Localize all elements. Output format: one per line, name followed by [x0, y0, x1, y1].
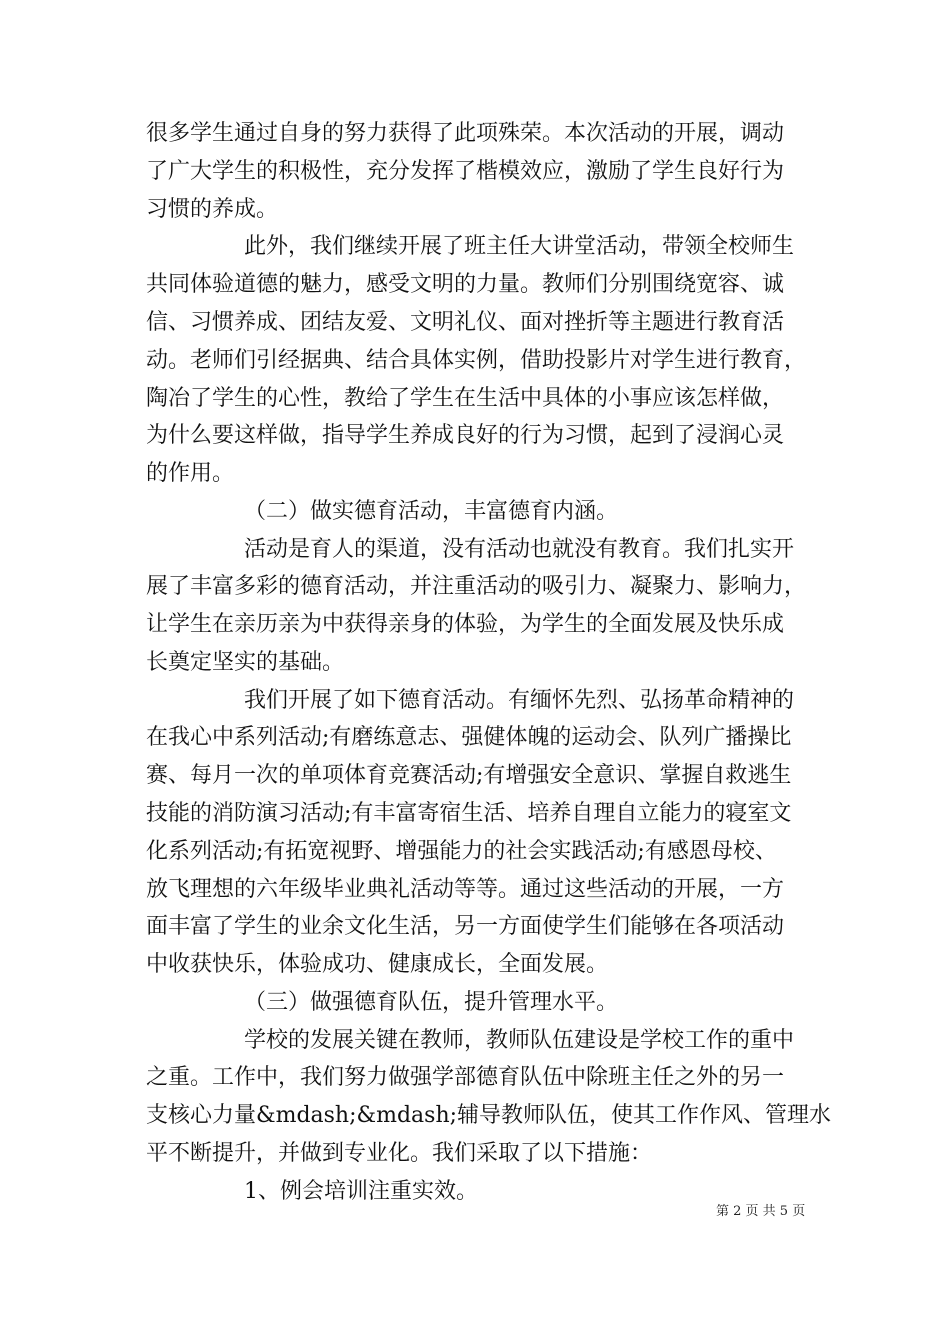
text-line: 信、习惯养成、团结友爱、文明礼仪、面对挫折等主题进行教育活 — [146, 310, 785, 335]
text-line: 为什么要这样做，指导学生养成良好的行为习惯，起到了浸润心灵 — [146, 423, 785, 448]
text-line: 长奠定坚实的基础。 — [146, 650, 345, 675]
text-line: 在我心中系列活动;有磨练意志、强健体魄的运动会、队列广播操比 — [146, 725, 792, 750]
paragraph-first-line: 我们开展了如下德育活动。有缅怀先烈、弘扬革命精神的 — [244, 688, 795, 713]
text-line: 展了丰富多彩的德育活动，并注重活动的吸引力、凝聚力、影响力， — [146, 574, 807, 599]
text-line: 支核心力量&mdash;&mdash;辅导教师队伍，使其工作作风、管理水 — [146, 1103, 832, 1128]
text-line: 的作用。 — [146, 461, 235, 486]
section-heading: （二）做实德育活动，丰富德育内涵。 — [244, 499, 619, 524]
paragraph-first-line: 此外，我们继续开展了班主任大讲堂活动，带领全校师生 — [244, 234, 795, 259]
text-line: 共同体验道德的魅力，感受文明的力量。教师们分别围绕宽容、诚 — [146, 272, 785, 297]
paragraph-first-line: 活动是育人的渠道，没有活动也就没有教育。我们扎实开 — [244, 537, 795, 562]
text-line: 化系列活动;有拓宽视野、增强能力的社会实践活动;有感恩母校、 — [146, 839, 777, 864]
section-heading: （三）做强德育队伍，提升管理水平。 — [244, 990, 619, 1015]
list-item: 1、例会培训注重实效。 — [244, 1179, 478, 1204]
paragraph-first-line: 学校的发展关键在教师，教师队伍建设是学校工作的重中 — [244, 1028, 795, 1053]
page-number: 第 2 页 共 5 页 — [716, 1204, 806, 1219]
text-line: 动。老师们引经据典、结合具体实例，借助投影片对学生进行教育， — [146, 348, 807, 373]
text-line: 中收获快乐，体验成功、健康成长，全面发展。 — [146, 952, 609, 977]
text-line: 技能的消防演习活动;有丰富寄宿生活、培养自理自立能力的寝室文 — [146, 801, 792, 826]
text-line: 习惯的养成。 — [146, 197, 279, 222]
text-line: 陶冶了学生的心性，教给了学生在生活中具体的小事应该怎样做， — [146, 386, 785, 411]
text-line: 了广大学生的积极性，充分发挥了楷模效应，激励了学生良好行为 — [146, 159, 785, 184]
text-line: 面丰富了学生的业余文化生活，另一方面使学生们能够在各项活动 — [146, 914, 785, 939]
text-line: 很多学生通过自身的努力获得了此项殊荣。本次活动的开展，调动 — [146, 121, 785, 146]
text-line: 让学生在亲历亲为中获得亲身的体验，为学生的全面发展及快乐成 — [146, 612, 785, 637]
text-line: 平不断提升，并做到专业化。我们采取了以下措施： — [146, 1141, 653, 1166]
text-line: 赛、每月一次的单项体育竞赛活动;有增强安全意识、掌握自救逃生 — [146, 763, 792, 788]
text-line: 之重。工作中，我们努力做强学部德育队伍中除班主任之外的另一 — [146, 1065, 785, 1090]
text-line: 放飞理想的六年级毕业典礼活动等等。通过这些活动的开展，一方 — [146, 877, 785, 902]
